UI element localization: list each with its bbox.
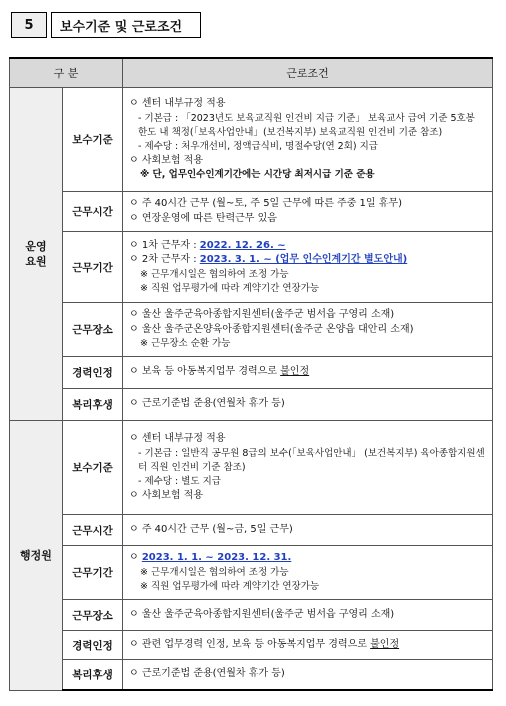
row-content <box>123 631 493 660</box>
table-header-row <box>10 58 493 88</box>
text-line: ㅇ 연장운영에 따른 탄력근무 있음 <box>129 212 277 224</box>
row-content <box>123 515 493 546</box>
table-row <box>10 660 493 691</box>
text-line: ※ 근무장소 순환 가능 <box>140 338 231 349</box>
row-label: 복리후생 <box>63 389 123 421</box>
highlight-date: 2023. 3. 1. ~ (업무 인수인계기간 별도안내) <box>199 254 408 265</box>
text-line: - 기본급 : 일반직 공무원 8급의 보수(「보육사업안내」 (보건복지부) 육아종합지원센터 직원 인건비 기준 참조) <box>138 447 485 473</box>
row-label: 경력인정 <box>63 357 123 389</box>
text-line: ㅇ 주 40시간 근무 (월~금, 5일 근무) <box>129 523 293 535</box>
text-line: ※ 직원 업무평가에 따라 계약기간 연장가능 <box>140 580 320 592</box>
text-segment: ㅇ 관련 업무경력 인정, 보육 등 아동복지업무 경력으로 <box>129 638 371 650</box>
row-label: 근무기간 <box>63 232 123 303</box>
row-label: 근무시간 <box>63 192 123 232</box>
text-segment: ㅇ 보육 등 아동복지업무 경력으로 <box>129 366 281 378</box>
row-label: 근무장소 <box>63 303 123 357</box>
row-label: 복리후생 <box>63 660 123 691</box>
row-content <box>123 421 493 515</box>
text-segment: ㅇ <box>129 552 142 564</box>
text-line <box>129 239 487 254</box>
underlined-word: 불인정 <box>280 366 310 378</box>
text-line: ㅇ 근로기준법 준용(연월차 휴가 등) <box>129 398 285 410</box>
text-line <box>129 253 487 268</box>
text-line <box>129 365 487 380</box>
text-line: - 제수당 : 별도 지급 <box>138 475 221 487</box>
text-segment: ㅇ 2차 근무자 : <box>129 254 200 265</box>
group-label-operations: 운영 요원 <box>10 88 63 421</box>
row-content <box>123 546 493 600</box>
row-content <box>123 88 493 192</box>
row-label: 보수기준 <box>63 421 123 515</box>
text-line: ※ 근무개시일은 협의하여 조정 가능 <box>140 268 289 280</box>
row-label: 근무기간 <box>63 546 123 600</box>
section-title: 보수기준 및 근로조건 <box>51 12 201 38</box>
row-content <box>123 192 493 232</box>
table-row <box>10 389 493 421</box>
section-header <box>11 12 201 38</box>
table-row <box>10 192 493 232</box>
text-line: ㅇ 주 40시간 근무 (월~토, 주 5일 근무에 따른 주중 1일 휴무) <box>129 198 402 209</box>
text-line: ㅇ 울산 울주군육아종합지원센터(울주군 범서읍 구영리 소재) <box>129 608 395 620</box>
highlight-date: 2022. 12. 26. ~ <box>199 239 286 251</box>
table-row <box>10 515 493 546</box>
row-content <box>123 357 493 389</box>
highlight-date: 2023. 1. 1. ~ 2023. 12. 31. <box>141 552 292 564</box>
table-row <box>10 600 493 631</box>
row-content <box>123 303 493 357</box>
row-label: 경력인정 <box>63 631 123 660</box>
text-line: ㅇ 센터 내부규정 적용 <box>129 98 226 109</box>
table-row <box>10 232 493 303</box>
table-row <box>10 631 493 660</box>
text-line: ㅇ 근로기준법 준용(연월차 휴가 등) <box>129 668 285 680</box>
header-conditions: 근로조건 <box>123 58 493 88</box>
table-row <box>10 421 493 515</box>
table-row <box>10 303 493 357</box>
text-line: ㅇ 사회보험 적용 <box>129 154 203 166</box>
underlined-word: 불인정 <box>370 638 400 650</box>
text-line: ㅇ 울산 울주군온양육아종합지원센터(울주군 온양읍 대안리 소재) <box>129 323 414 335</box>
conditions-table <box>9 57 493 691</box>
table-row <box>10 357 493 389</box>
text-line: ㅇ 울산 울주군육아종합지원센터(울주군 범서읍 구영리 소재) <box>129 309 395 320</box>
section-number: 5 <box>11 12 47 38</box>
text-line: ※ 직원 업무평가에 따라 계약기간 연장가능 <box>140 282 320 294</box>
header-category: 구 분 <box>10 58 123 88</box>
row-label: 근무시간 <box>63 515 123 546</box>
text-line: - 제수당 : 처우개선비, 정액급식비, 명절수당(연 2회) 지급 <box>138 140 378 152</box>
text-line <box>129 638 487 653</box>
row-content <box>123 389 493 421</box>
row-label: 근무장소 <box>63 600 123 631</box>
text-segment: ㅇ 1차 근무자 : <box>129 239 200 251</box>
table-row <box>10 88 493 192</box>
text-line: ※ 단, 업무인수인계기간에는 시간당 최저시급 기준 준용 <box>140 169 375 180</box>
text-line: ㅇ 센터 내부규정 적용 <box>129 433 226 444</box>
table-row <box>10 546 493 600</box>
row-content <box>123 600 493 631</box>
text-line <box>129 551 487 566</box>
text-line: ㅇ 사회보험 적용 <box>129 489 203 501</box>
group-label-admin: 행정원 <box>10 421 63 691</box>
row-content <box>123 660 493 691</box>
text-line: - 기본급 : 「2023년도 보육교직원 인건비 지급 기준」 보육교사 급여 기준 5호봉 한도 내 책정(「보육사업안내」(보건복지부) 보육교직원 인건비 기준 참조) <box>138 112 475 138</box>
row-label: 보수기준 <box>63 88 123 192</box>
row-content <box>123 232 493 303</box>
text-line: ※ 근무개시일은 협의하여 조정 가능 <box>140 566 289 578</box>
